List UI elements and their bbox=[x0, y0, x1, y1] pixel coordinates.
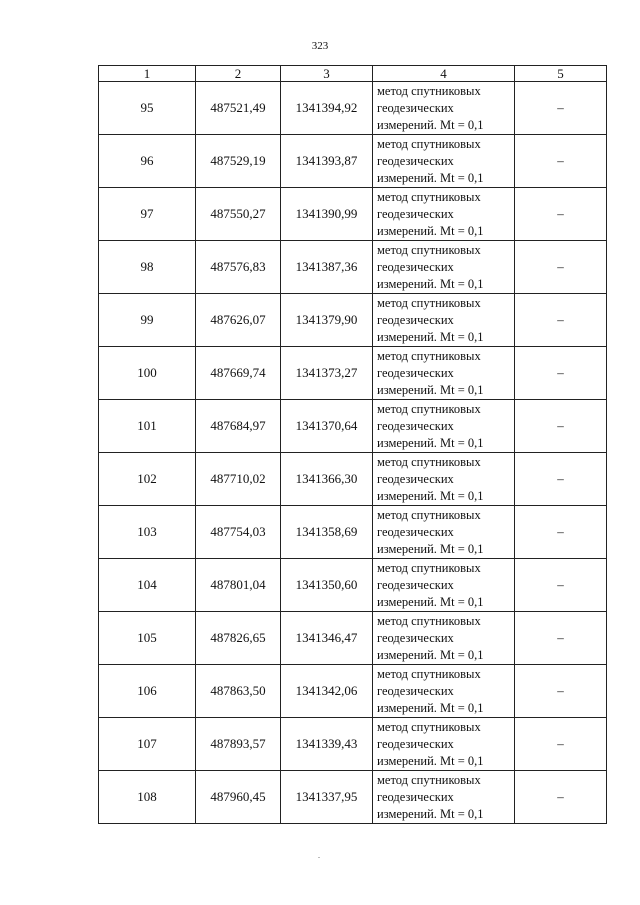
y-coordinate-cell: 1341358,69 bbox=[281, 506, 373, 559]
table-row bbox=[99, 771, 607, 824]
method-line: измерений. Mt = 0,1 bbox=[377, 806, 484, 821]
method-line: геодезических bbox=[377, 206, 454, 221]
point-number-cell: 95 bbox=[99, 82, 196, 135]
y-coordinate-cell: 1341337,95 bbox=[281, 771, 373, 824]
method-line: метод спутниковых bbox=[377, 507, 481, 522]
method-line: геодезических bbox=[377, 153, 454, 168]
point-number-cell: 107 bbox=[99, 718, 196, 771]
method-line: измерений. Mt = 0,1 bbox=[377, 647, 484, 662]
method-cell bbox=[373, 347, 515, 400]
table-row bbox=[99, 506, 607, 559]
point-number-cell: 106 bbox=[99, 665, 196, 718]
point-number-cell: 101 bbox=[99, 400, 196, 453]
method-line: геодезических bbox=[377, 577, 454, 592]
note-cell: – bbox=[515, 294, 607, 347]
method-cell bbox=[373, 400, 515, 453]
method-line: измерений. Mt = 0,1 bbox=[377, 382, 484, 397]
y-coordinate-cell: 1341366,30 bbox=[281, 453, 373, 506]
header-row bbox=[99, 66, 607, 82]
y-coordinate-cell: 1341394,92 bbox=[281, 82, 373, 135]
method-line: метод спутниковых bbox=[377, 719, 481, 734]
method-line: метод спутниковых bbox=[377, 189, 481, 204]
table-row bbox=[99, 453, 607, 506]
method-line: геодезических bbox=[377, 418, 454, 433]
note-cell: – bbox=[515, 506, 607, 559]
method-line: измерений. Mt = 0,1 bbox=[377, 223, 484, 238]
note-cell: – bbox=[515, 771, 607, 824]
method-cell bbox=[373, 294, 515, 347]
y-coordinate-cell: 1341339,43 bbox=[281, 718, 373, 771]
point-number-cell: 98 bbox=[99, 241, 196, 294]
note-cell: – bbox=[515, 400, 607, 453]
method-line: метод спутниковых bbox=[377, 666, 481, 681]
method-line: геодезических bbox=[377, 630, 454, 645]
method-line: геодезических bbox=[377, 524, 454, 539]
x-coordinate-cell: 487684,97 bbox=[196, 400, 281, 453]
method-line: измерений. Mt = 0,1 bbox=[377, 170, 484, 185]
table-header bbox=[99, 66, 607, 82]
method-cell bbox=[373, 188, 515, 241]
point-number-cell: 103 bbox=[99, 506, 196, 559]
x-coordinate-cell: 487626,07 bbox=[196, 294, 281, 347]
table-row bbox=[99, 241, 607, 294]
x-coordinate-cell: 487529,19 bbox=[196, 135, 281, 188]
x-coordinate-cell: 487521,49 bbox=[196, 82, 281, 135]
point-number-cell: 102 bbox=[99, 453, 196, 506]
method-line: метод спутниковых bbox=[377, 83, 481, 98]
x-coordinate-cell: 487576,83 bbox=[196, 241, 281, 294]
x-coordinate-cell: 487893,57 bbox=[196, 718, 281, 771]
table-row bbox=[99, 612, 607, 665]
method-line: метод спутниковых bbox=[377, 136, 481, 151]
header-col-4: 4 bbox=[373, 66, 515, 82]
method-line: метод спутниковых bbox=[377, 560, 481, 575]
y-coordinate-cell: 1341346,47 bbox=[281, 612, 373, 665]
method-cell bbox=[373, 241, 515, 294]
scan-speck bbox=[318, 857, 320, 858]
method-line: метод спутниковых bbox=[377, 613, 481, 628]
method-cell bbox=[373, 665, 515, 718]
note-cell: – bbox=[515, 241, 607, 294]
method-cell bbox=[373, 135, 515, 188]
y-coordinate-cell: 1341373,27 bbox=[281, 347, 373, 400]
note-cell: – bbox=[515, 82, 607, 135]
point-number-cell: 99 bbox=[99, 294, 196, 347]
header-col-2: 2 bbox=[196, 66, 281, 82]
method-line: метод спутниковых bbox=[377, 401, 481, 416]
method-line: измерений. Mt = 0,1 bbox=[377, 329, 484, 344]
y-coordinate-cell: 1341350,60 bbox=[281, 559, 373, 612]
note-cell: – bbox=[515, 612, 607, 665]
page-number: 323 bbox=[311, 40, 329, 52]
y-coordinate-cell: 1341390,99 bbox=[281, 188, 373, 241]
point-number-cell: 108 bbox=[99, 771, 196, 824]
table-row bbox=[99, 400, 607, 453]
note-cell: – bbox=[515, 718, 607, 771]
note-cell: – bbox=[515, 559, 607, 612]
note-cell: – bbox=[515, 135, 607, 188]
method-line: геодезических bbox=[377, 736, 454, 751]
x-coordinate-cell: 487550,27 bbox=[196, 188, 281, 241]
method-line: измерений. Mt = 0,1 bbox=[377, 117, 484, 132]
y-coordinate-cell: 1341379,90 bbox=[281, 294, 373, 347]
method-cell bbox=[373, 559, 515, 612]
header-col-3: 3 bbox=[281, 66, 373, 82]
method-line: метод спутниковых bbox=[377, 772, 481, 787]
y-coordinate-cell: 1341342,06 bbox=[281, 665, 373, 718]
method-line: метод спутниковых bbox=[377, 454, 481, 469]
header-col-1: 1 bbox=[99, 66, 196, 82]
method-cell bbox=[373, 453, 515, 506]
note-cell: – bbox=[515, 188, 607, 241]
x-coordinate-cell: 487863,50 bbox=[196, 665, 281, 718]
x-coordinate-cell: 487826,65 bbox=[196, 612, 281, 665]
method-line: измерений. Mt = 0,1 bbox=[377, 488, 484, 503]
x-coordinate-cell: 487754,03 bbox=[196, 506, 281, 559]
method-cell bbox=[373, 612, 515, 665]
note-cell: – bbox=[515, 665, 607, 718]
method-line: геодезических bbox=[377, 100, 454, 115]
point-number-cell: 96 bbox=[99, 135, 196, 188]
header-col-5: 5 bbox=[515, 66, 607, 82]
note-cell: – bbox=[515, 453, 607, 506]
method-cell bbox=[373, 82, 515, 135]
y-coordinate-cell: 1341387,36 bbox=[281, 241, 373, 294]
coordinates-table bbox=[98, 65, 607, 824]
note-cell: – bbox=[515, 347, 607, 400]
x-coordinate-cell: 487960,45 bbox=[196, 771, 281, 824]
x-coordinate-cell: 487801,04 bbox=[196, 559, 281, 612]
table-row bbox=[99, 559, 607, 612]
method-line: геодезических bbox=[377, 789, 454, 804]
method-cell bbox=[373, 771, 515, 824]
x-coordinate-cell: 487669,74 bbox=[196, 347, 281, 400]
method-line: измерений. Mt = 0,1 bbox=[377, 594, 484, 609]
method-line: измерений. Mt = 0,1 bbox=[377, 435, 484, 450]
x-coordinate-cell: 487710,02 bbox=[196, 453, 281, 506]
method-line: геодезических bbox=[377, 471, 454, 486]
method-cell bbox=[373, 506, 515, 559]
table-body bbox=[99, 82, 607, 824]
method-line: метод спутниковых bbox=[377, 242, 481, 257]
method-line: геодезических bbox=[377, 259, 454, 274]
table-row bbox=[99, 82, 607, 135]
method-line: геодезических bbox=[377, 365, 454, 380]
y-coordinate-cell: 1341393,87 bbox=[281, 135, 373, 188]
table-row bbox=[99, 347, 607, 400]
method-line: метод спутниковых bbox=[377, 295, 481, 310]
point-number-cell: 105 bbox=[99, 612, 196, 665]
method-line: измерений. Mt = 0,1 bbox=[377, 700, 484, 715]
method-line: геодезических bbox=[377, 312, 454, 327]
method-line: измерений. Mt = 0,1 bbox=[377, 753, 484, 768]
table-row bbox=[99, 135, 607, 188]
table-row bbox=[99, 718, 607, 771]
method-line: метод спутниковых bbox=[377, 348, 481, 363]
point-number-cell: 100 bbox=[99, 347, 196, 400]
y-coordinate-cell: 1341370,64 bbox=[281, 400, 373, 453]
method-line: измерений. Mt = 0,1 bbox=[377, 276, 484, 291]
table-row bbox=[99, 294, 607, 347]
table-row bbox=[99, 665, 607, 718]
point-number-cell: 104 bbox=[99, 559, 196, 612]
point-number-cell: 97 bbox=[99, 188, 196, 241]
method-cell bbox=[373, 718, 515, 771]
method-line: измерений. Mt = 0,1 bbox=[377, 541, 484, 556]
method-line: геодезических bbox=[377, 683, 454, 698]
table-row bbox=[99, 188, 607, 241]
